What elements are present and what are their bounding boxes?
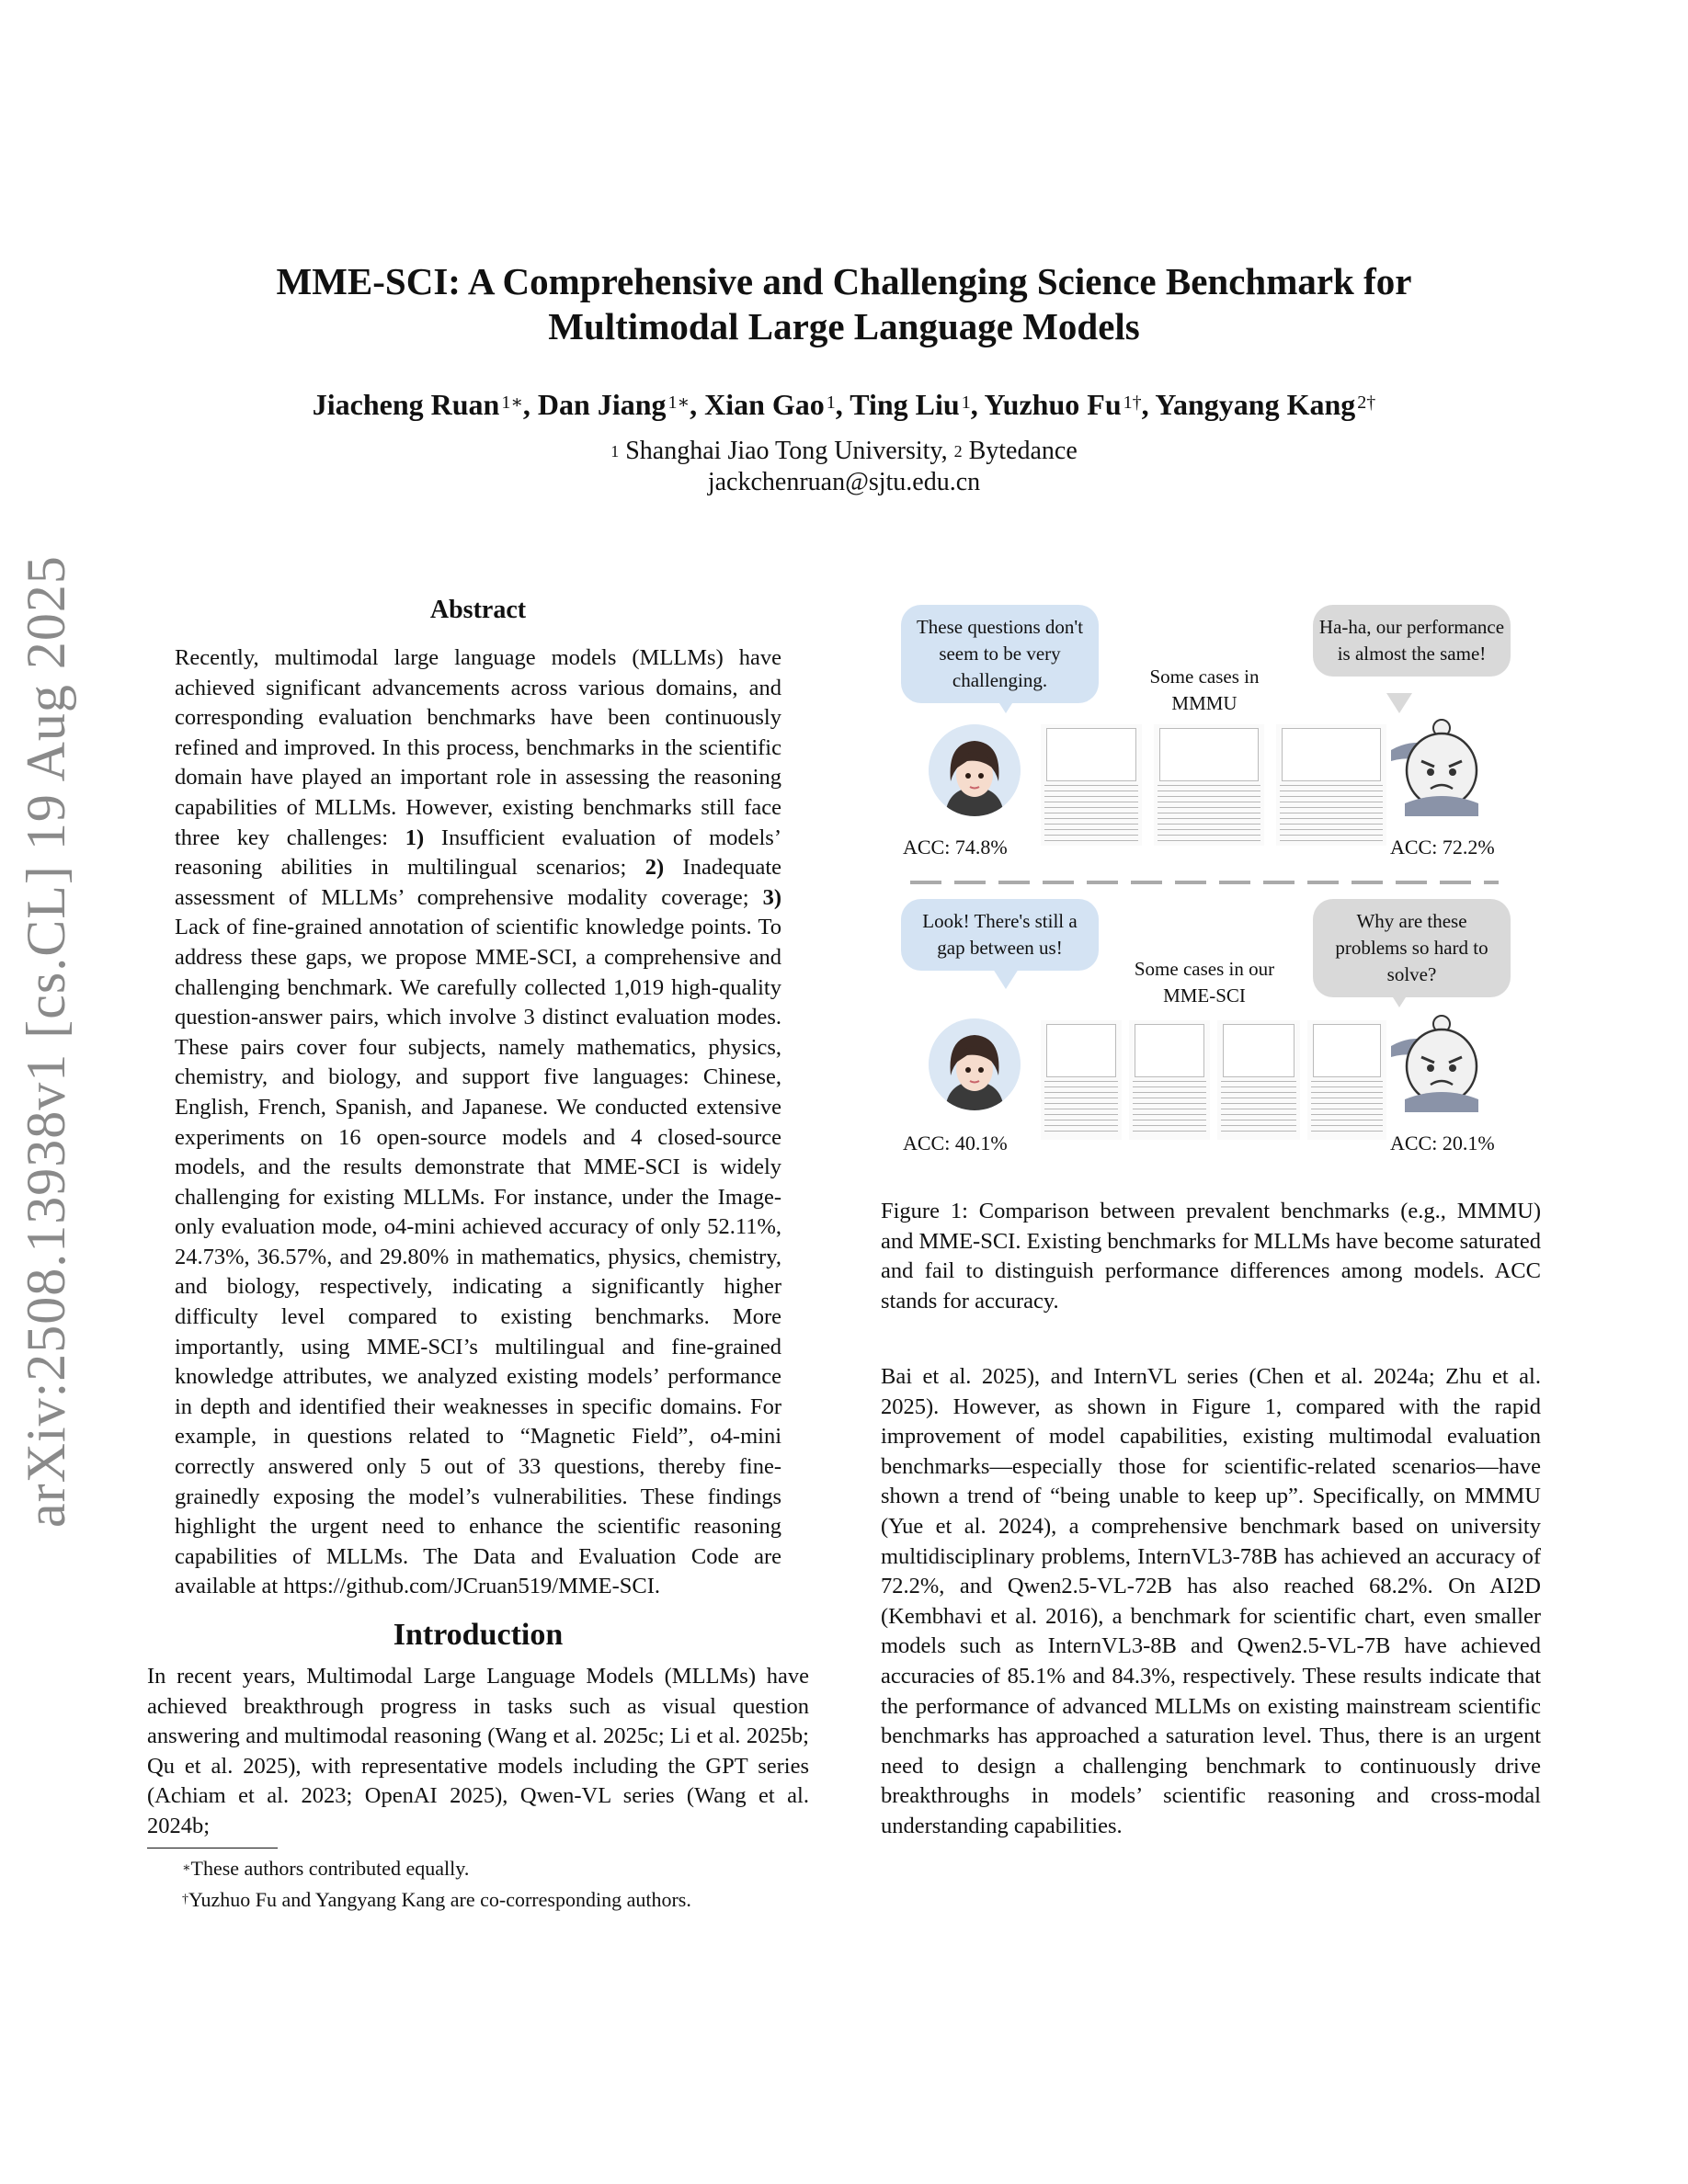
speech-bubble-top-right: Ha-ha, our performance is almost the same! [1313,605,1511,677]
paper-title [147,259,1541,349]
abstract-body: Recently, multimodal large language models (MLLMs) have achieved significant advancements across various domains, and corresponding evaluation benchmarks have been continuously refined and improved. In this process, benchmarks in the scientific domain have played an important role in assessing the reasoning capabilities of MLLMs. However, existing benchmarks still face three key challenges: 1) Insufficient evaluation of models’ reasoning abilities in multilingual scenarios; 2) Inadequate assessment of MLLMs’ comprehensive modality coverage; 3) Lack of fine-grained annotation of scientific knowledge points. To address these gaps, we propose MME-SCI, a comprehensive and challenging benchmark. We carefully collected 1,019 high-quality question-answer pairs, which involve 3 distinct evaluation modes. These pairs cover four subjects, namely mathematics, physics, chemistry, and biology, and support five languages: Chinese, English, French, Spanish, and Japanese. We conducted extensive experiments on 16 open-source models and 4 closed-source models, and the results demonstrate that MME-SCI is widely challenging for existing MLLMs. For instance, under the Image-only evaluation mode, o4-mini achieved accuracy of only 52.11%, 24.73%, 36.57%, and 29.80% in mathematics, physics, chemistry, and biology, respectively, indicating a significantly higher difficulty level compared to existing benchmarks. More importantly, using MME-SCI’s multilingual and fine-grained knowledge attributes, we analyzed existing models’ performance in depth and identified their weaknesses in specific domains. For example, in questions related to “Magnetic Field”, o4-mini correctly answered only 5 out of 33 questions, thereby fine-grainedly exposing the model’s vulnerabilities. These findings highlight the urgent need to enhance the scientific reasoning capabilities of MLLMs. The Data and Evaluation Code are available at https://github.com/JCruan519/MME-SCI. [175,645,782,1599]
robot-avatar-icon [1386,715,1488,816]
contact-email[interactable]: jackchenruan@sjtu.edu.cn [707,468,981,496]
robot-avatar-icon [1386,1011,1488,1112]
footnote-1: ∗These authors contributed equally. [182,1857,470,1880]
panel-divider [910,881,1499,884]
footnote-2: †Yuzhuo Fu and Yangyang Kang are co-corresponding authors. [182,1888,691,1911]
title-line-1: MME-SCI: A Comprehensive and Challenging Science Benchmark for [276,260,1412,302]
bubble-tail [993,693,1019,713]
arxiv-side-stamp: arXiv:2508.13938v1 [cs.CL] 19 Aug 2025 [16,555,76,1528]
author: Xian Gao $^1$ [704,388,836,421]
author: Ting Liu $^1$ [850,388,971,421]
accuracy-label: ACC: 20.1% [1390,1132,1495,1155]
question-thumbnail [1276,724,1386,846]
right-column-body: Bai et al. 2025), and InternVL series (Chen et al. 2024a; Zhu et al. 2025). However, as shown in Figure 1, compared with the rapid improvement of model capabilities, existing multimodal evaluation benchmarks—especially those for scientific-related scenarios—have shown a trend of “being unable to keep up”. Specifically, on MMMU (Yue et al. 2024), a comprehensive benchmark based on university multidisciplinary problems, InternVL3-78B has achieved an accuracy of 72.2%, and Qwen2.5-VL-72B has also reached 68.2%. On AI2D (Kembhavi et al. 2016), a benchmark for scientific chart, even smaller models such as InternVL3-8B and Qwen2.5-VL-7B have achieved accuracies of 85.1% and 84.3%, respectively. These results indicate that the performance of advanced MLLMs on existing mainstream scientific benchmarks has approached a saturation level. Thus, there is an urgent need to design a challenging benchmark to continuously drive breakthroughs in models’ scientific reasoning and cross-modal understanding capabilities. [881,1364,1541,1838]
abstract-heading: Abstract [429,596,527,624]
speech-bubble-top-left: These questions don't seem to be very challenging. [901,605,1099,703]
speech-bubble-bottom-left: Look! There's still a gap between us! [901,899,1099,971]
author: Yangyang Kang $^{2\dagger}$ [1155,388,1376,421]
speech-bubble-bottom-right: Why are these problems so hard to solve? [1313,899,1511,997]
title-line-2: Multimodal Large Language Models [548,305,1140,347]
introduction-body: In recent years, Multimodal Large Language Models (MLLMs) have achieved breakthrough progress in tasks such as visual question answering and multimodal reasoning (Wang et al. 2025c; Li et al. 2025b; Qu et al. 2025), with representative models including the GPT series (Achiam et al. 2023; OpenAI 2025), Qwen-VL series (Wang et al. 2024b; [147,1664,809,1838]
center-label-mme-sci: Some cases in our MME-SCI [1134,958,1275,1007]
author-list: Jiacheng Ruan $^{1∗}$, Dan Jiang $^{1∗}$, Xian Gao $^1$, Ting Liu $^1$, Yuzhuo Fu $^{1\dagger}$, Yangyang Kang $^{2\dagger}$ [312,388,1376,421]
question-thumbnail [1154,724,1264,846]
author: Jiacheng Ruan $^{1∗}$ [312,388,523,421]
author: Dan Jiang $^{1∗}$ [537,388,690,421]
accuracy-label: ACC: 74.8% [903,836,1008,859]
figure-caption: Figure 1: Comparison between prevalent benchmarks (e.g., MMMU) and MME-SCI. Existing benchmarks for MLLMs have become saturated and fail to distinguish performance differences among models. ACC stands for accuracy. [881,1199,1541,1314]
question-thumbnail [1217,1020,1300,1140]
affiliations: $^1$ Shanghai Jiao Tong University, $^2$ Bytedance [610,437,1078,465]
introduction-heading: Introduction [393,1618,564,1652]
bubble-tail [1386,987,1412,1007]
accuracy-label: ACC: 72.2% [1390,836,1495,859]
question-thumbnail [1041,1020,1122,1140]
figure-1 [883,597,1526,1177]
accuracy-label: ACC: 40.1% [903,1132,1008,1155]
bubble-tail [1386,693,1412,713]
question-thumbnail [1129,1020,1210,1140]
center-label-mmmu: Some cases in MMMU [1149,665,1260,714]
bubble-tail [993,969,1019,989]
girl-avatar-icon [929,724,1021,816]
author: Yuzhuo Fu $^{1\dagger}$ [984,388,1142,421]
question-thumbnail [1307,1020,1386,1140]
question-thumbnail [1041,724,1142,846]
girl-avatar-icon [929,1018,1021,1110]
